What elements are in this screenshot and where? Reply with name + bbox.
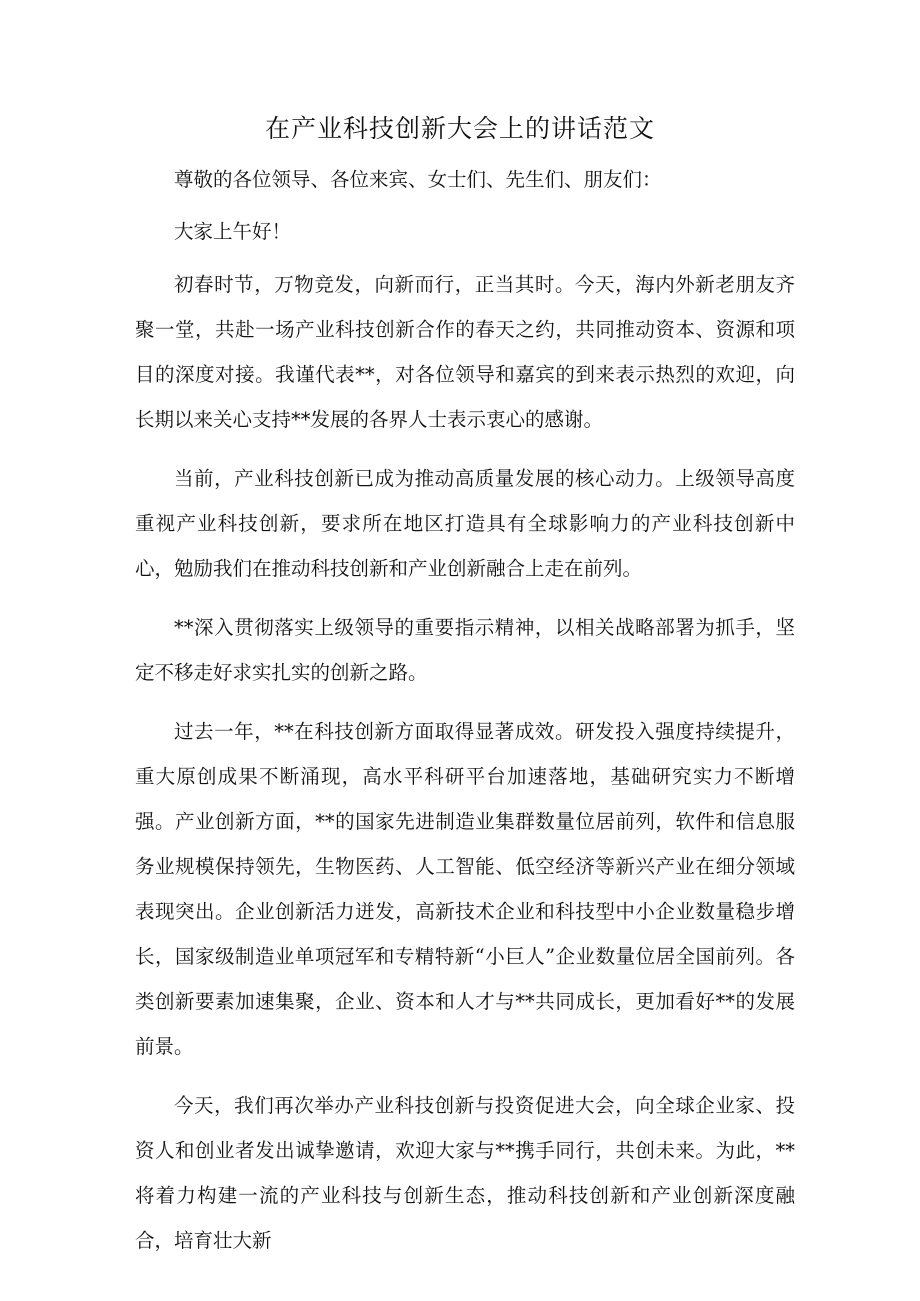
document-body (135, 157, 795, 1277)
document-title: 在产业科技创新大会上的讲话范文 (264, 114, 655, 143)
salutation: 尊敬的各位领导、各位来宾、女士们、先生们、朋友们： (174, 168, 662, 191)
paragraph-welcome: 初春时节，万物竞发，向新而行，正当其时。今天，海内外新老朋友齐聚一堂，共赴一场产业科技创新合作的春天之约，共同推动资本、资源和项目的深度对接。我谨代表**，对各位领导和嘉宾的到来表示热烈的欢迎，向长期以来关心支持**发展的各界人士表示衷心的感谢。 (135, 273, 795, 431)
greeting: 大家上午好！ (174, 220, 292, 243)
paragraph-invitation: 今天，我们再次举办产业科技创新与投资促进大会，向全球企业家、投资人和创业者发出诚挚邀请，欢迎大家与**携手同行，共创未来。为此，**将着力构建一流的产业科技与创新生态，推动科技创新和产业创新深度融合，培育壮大新 (135, 1094, 795, 1252)
paragraph-implementation: **深入贯彻落实上级领导的重要指示精神，以相关战略部署为抓手，坚定不移走好求实扎实的创新之路。 (135, 616, 795, 684)
paragraph-current-situation: 当前，产业科技创新已成为推动高质量发展的核心动力。上级领导高度重视产业科技创新，要求所在地区打造具有全球影响力的产业科技创新中心，勉励我们在推动科技创新和产业创新融合上走在前列。 (135, 467, 795, 580)
paragraph-achievements: 过去一年，**在科技创新方面取得显著成效。研发投入强度持续提升，重大原创成果不断涌现，高水平科研平台加速落地，基础研究实力不断增强。产业创新方面，**的国家先进制造业集群数量位居前列，软件和信息服务业规模保持领先，生物医药、人工智能、低空经济等新兴产业在细分领域表现突出。企业创新活力迸发，高新技术企业和科技型中小企业数量稳步增长，国家级制造业单项冠军和专精特新“小巨人”企业数量位居全国前列。各类创新要素加速集聚，企业、资本和人才与**共同成长，更加看好**的发展前景。 (135, 720, 795, 1058)
